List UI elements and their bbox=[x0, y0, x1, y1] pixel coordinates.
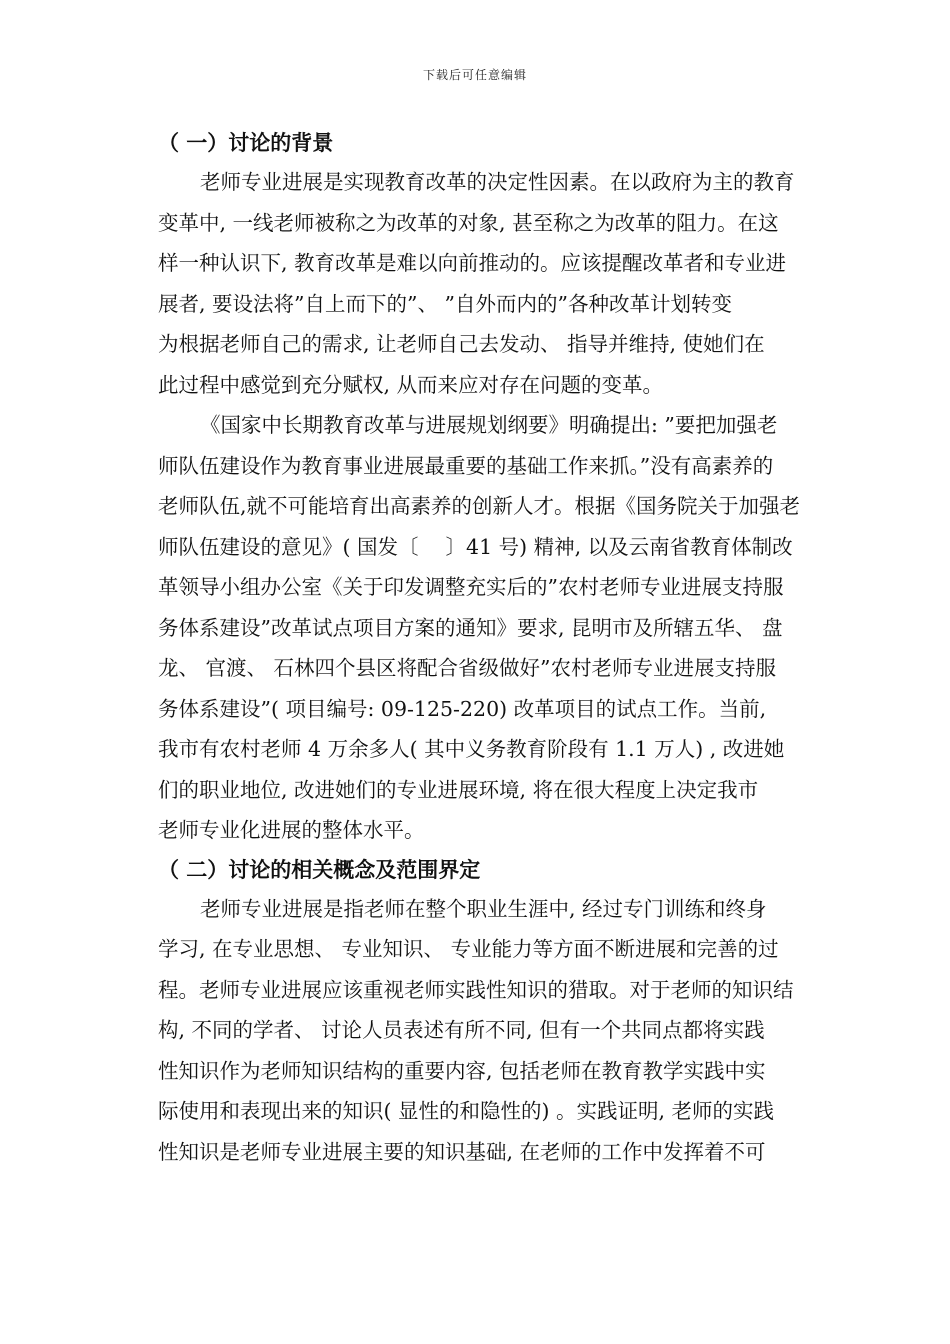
text-line: 我市有农村老师 4 万余多人( 其中义务教育阶段有 1.1 万人) , 改进她 bbox=[158, 737, 785, 761]
paragraph-national-plan bbox=[116, 405, 836, 851]
text-line: 师队伍建设作为教育事业进展最重要的基础工作来抓。”没有高素养的 bbox=[158, 453, 774, 478]
text-line: 性知识作为老师知识结构的重要内容, 包括老师在教育教学实践中实 bbox=[158, 1058, 766, 1083]
text-line: 《国家中长期教育改革与进展规划纲要》明确提出: ”要把加强老 bbox=[200, 413, 778, 437]
paragraph-professional-development bbox=[116, 889, 836, 1173]
text-line: 程。老师专业进展应该重视老师实践性知识的猎取。对于老师的知识结 bbox=[158, 977, 794, 1002]
text-line: 们的职业地位, 改进她们的专业进展环境, 将在很大程度上决定我市 bbox=[158, 777, 759, 802]
text-line: 样一种认识下, 教育改革是难以向前推动的。应该提醒改革者和专业进 bbox=[158, 251, 787, 275]
text-line: 为根据老师自己的需求, 让老师自己去发动、 指导并维持, 使她们在 bbox=[158, 332, 765, 356]
text-line: 构, 不同的学者、 讨论人员表述有所不同, 但有一个共同点都将实践 bbox=[158, 1018, 765, 1042]
text-line: 务体系建设”改革试点项目方案的通知》要求, 昆明市及所辖五华、 盘 bbox=[158, 615, 783, 640]
text-line: 学习, 在专业思想、 专业知识、 专业能力等方面不断进展和完善的过 bbox=[158, 937, 779, 961]
text-line: 革领导小组办公室《关于印发调整充实后的”农村老师专业进展支持服 bbox=[158, 575, 784, 599]
text-line: 际使用和表现出来的知识( 显性的和隐性的) 。实践证明, 老师的实践 bbox=[158, 1099, 775, 1123]
text-line: 此过程中感觉到充分赋权, 从而来应对存在问题的变革。 bbox=[158, 372, 664, 397]
text-line: 务体系建设”( 项目编号: 09-125-220) 改革项目的试点工作。当前, bbox=[158, 696, 767, 721]
section-heading-background: （ 一）讨论的背景 bbox=[158, 131, 334, 155]
text-line: 龙、 官渡、 石林四个县区将配合省级做好”农村老师专业进展支持服 bbox=[158, 656, 777, 680]
text-line: 老师队伍,就不可能培育出高素养的创新人才。根据《国务院关于加强老 bbox=[158, 494, 801, 518]
section-heading-concepts: （ 二）讨论的相关概念及范围界定 bbox=[158, 857, 481, 882]
text-line: 老师专业进展是实现教育改革的决定性因素。在以政府为主的教育 bbox=[200, 170, 795, 194]
text-line: 变革中, 一线老师被称之为改革的对象, 甚至称之为改革的阻力。在这 bbox=[158, 210, 779, 235]
text-line: 老师专业进展是指老师在整个职业生涯中, 经过专门训练和终身 bbox=[200, 896, 767, 921]
text-line: 性知识是老师专业进展主要的知识基础, 在老师的工作中发挥着不可 bbox=[158, 1139, 766, 1164]
paragraph-reform-factor bbox=[116, 162, 836, 405]
text-line: 师队伍建设的意见》( 国发〔 〕41 号) 精神, 以及云南省教育体制改 bbox=[158, 534, 793, 559]
text-line: 老师专业化进展的整体水平。 bbox=[158, 818, 425, 842]
page-header: 下载后可任意编辑 bbox=[422, 68, 527, 82]
document-body bbox=[116, 128, 836, 1172]
text-line: 展者, 要设法将”自上而下的”、 ”自外而内的”各种改革计划转变 bbox=[158, 291, 732, 316]
